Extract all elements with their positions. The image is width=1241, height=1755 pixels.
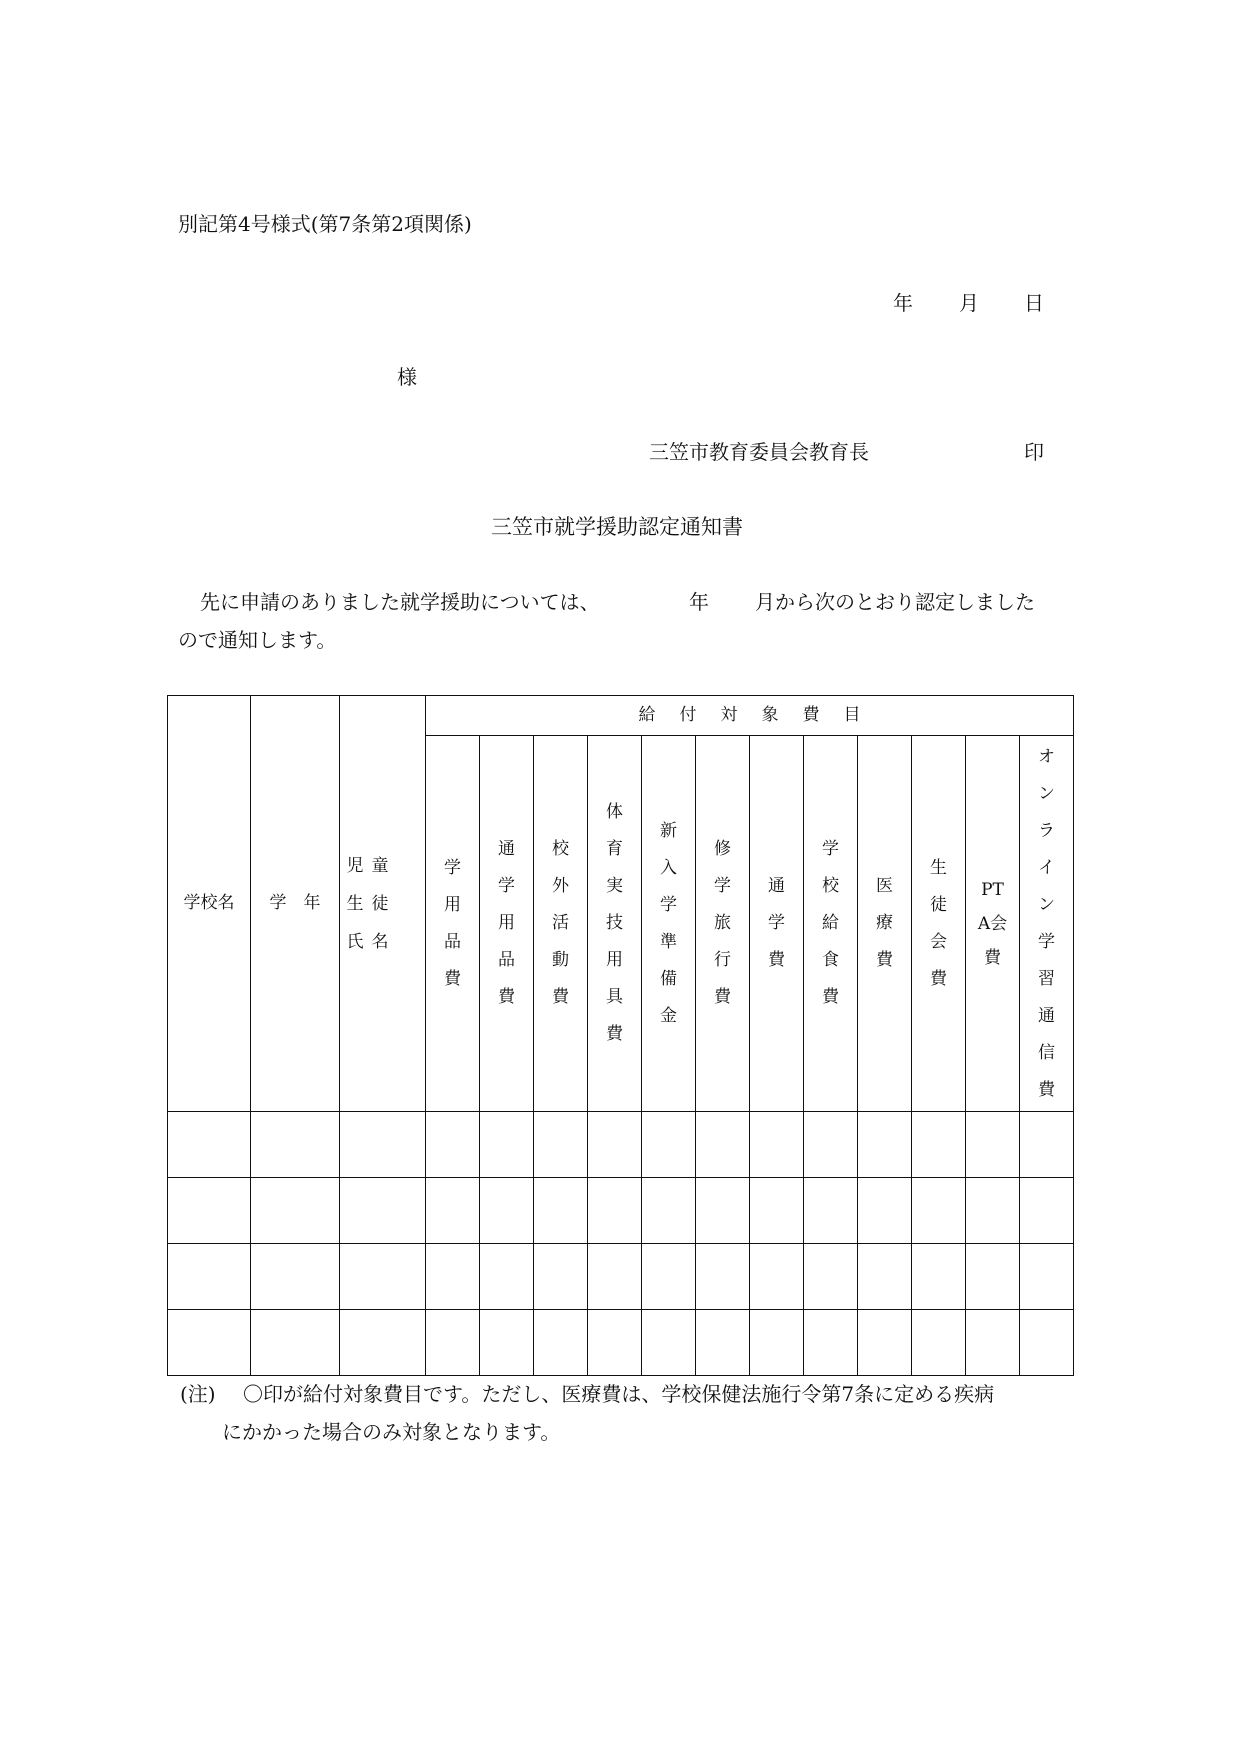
table-cell[interactable]	[426, 1112, 480, 1178]
item-header-label: 通学費	[768, 876, 785, 970]
table-cell[interactable]	[696, 1310, 750, 1376]
item-header	[534, 736, 588, 1112]
item-header	[750, 736, 804, 1112]
date-day-label: 日	[1024, 291, 1044, 315]
table-cell[interactable]	[588, 1112, 642, 1178]
item-header-label: 修学旅行費	[714, 839, 731, 1007]
table-cell[interactable]	[1020, 1178, 1074, 1244]
table-cell[interactable]	[966, 1178, 1020, 1244]
item-header	[912, 736, 966, 1112]
table-cell[interactable]	[804, 1112, 858, 1178]
grade-header: 学 年	[251, 696, 340, 1112]
table-row	[168, 1178, 1074, 1244]
item-header	[426, 736, 480, 1112]
item-header-label: 新入学準備金	[660, 820, 677, 1026]
table-cell[interactable]	[966, 1112, 1020, 1178]
table-cell[interactable]	[340, 1310, 426, 1376]
table-row	[168, 1112, 1074, 1178]
table-cell[interactable]	[750, 1244, 804, 1310]
table-cell[interactable]	[912, 1178, 966, 1244]
item-header	[1020, 736, 1074, 1112]
table-cell[interactable]	[251, 1112, 340, 1178]
table-cell[interactable]	[534, 1244, 588, 1310]
table-cell[interactable]	[804, 1244, 858, 1310]
table-cell[interactable]	[426, 1244, 480, 1310]
body-year-word: 年	[689, 590, 709, 614]
table-cell[interactable]	[340, 1244, 426, 1310]
benefit-category-header	[426, 696, 1074, 736]
table-cell[interactable]	[1020, 1112, 1074, 1178]
seal-mark: 印	[1024, 440, 1044, 464]
item-header-label: PTA会費	[977, 879, 1008, 968]
table-cell[interactable]	[534, 1112, 588, 1178]
table-cell[interactable]	[858, 1244, 912, 1310]
table-cell[interactable]	[642, 1310, 696, 1376]
item-header-label: 通学用品費	[498, 839, 515, 1007]
table-cell[interactable]	[696, 1112, 750, 1178]
table-cell[interactable]	[642, 1244, 696, 1310]
table-cell[interactable]	[696, 1178, 750, 1244]
table-cell[interactable]	[251, 1178, 340, 1244]
table-cell[interactable]	[912, 1244, 966, 1310]
item-header	[804, 736, 858, 1112]
table-cell[interactable]	[480, 1112, 534, 1178]
table-cell[interactable]	[696, 1244, 750, 1310]
item-header	[642, 736, 696, 1112]
table-cell[interactable]	[168, 1112, 251, 1178]
benefit-category-title: 給付対象費目	[638, 705, 885, 725]
table-cell[interactable]	[750, 1178, 804, 1244]
item-header	[966, 736, 1020, 1112]
note-label: (注)	[180, 1382, 216, 1406]
date-year-label: 年	[893, 291, 913, 315]
table-cell[interactable]	[966, 1310, 1020, 1376]
student-name-header	[340, 696, 426, 1112]
table-cell[interactable]	[251, 1244, 340, 1310]
table-cell[interactable]	[1020, 1244, 1074, 1310]
table-cell[interactable]	[340, 1178, 426, 1244]
item-header	[480, 736, 534, 1112]
item-header-label: 学用品費	[444, 857, 461, 989]
table-cell[interactable]	[642, 1178, 696, 1244]
table-cell[interactable]	[804, 1178, 858, 1244]
table-cell[interactable]	[588, 1310, 642, 1376]
date-month-label: 月	[959, 291, 979, 315]
item-header-label: 学校給食費	[822, 839, 839, 1007]
item-header-label: オンライン学習通信費	[1038, 746, 1055, 1100]
table-cell[interactable]	[912, 1310, 966, 1376]
table-cell[interactable]	[534, 1178, 588, 1244]
item-header-label: 体育実技用具費	[606, 802, 623, 1044]
item-header-label: 校外活動費	[552, 839, 569, 1007]
table-cell[interactable]	[480, 1310, 534, 1376]
table-cell[interactable]	[642, 1112, 696, 1178]
note-line2: にかかった場合のみ対象となります。	[222, 1420, 561, 1444]
table-cell[interactable]	[168, 1310, 251, 1376]
table-cell[interactable]	[426, 1310, 480, 1376]
table-cell[interactable]	[251, 1310, 340, 1376]
document-title: 三笠市就学援助認定通知書	[491, 515, 743, 539]
item-header	[696, 736, 750, 1112]
table-row	[168, 1310, 1074, 1376]
form-id-label: 別記第4号様式(第7条第2項関係)	[178, 212, 472, 236]
benefit-table	[167, 695, 1074, 1376]
body-line1-part2: 月から次のとおり認定しました	[755, 590, 1035, 614]
table-cell[interactable]	[858, 1112, 912, 1178]
student-name-header-label: 児童生徒氏名	[346, 855, 397, 952]
table-cell[interactable]	[340, 1112, 426, 1178]
table-cell[interactable]	[480, 1178, 534, 1244]
table-cell[interactable]	[858, 1310, 912, 1376]
table-cell[interactable]	[750, 1112, 804, 1178]
body-line2: ので通知します。	[178, 628, 337, 652]
school-name-header: 学校名	[168, 696, 251, 1112]
item-header	[588, 736, 642, 1112]
table-cell[interactable]	[426, 1178, 480, 1244]
table-cell[interactable]	[966, 1244, 1020, 1310]
body-line1-part1: 先に申請のありました就学援助については、	[200, 590, 600, 614]
addressee-honorific: 様	[397, 365, 417, 389]
table-cell[interactable]	[588, 1178, 642, 1244]
item-header-label: 生徒会費	[930, 857, 947, 989]
item-header	[858, 736, 912, 1112]
table-row	[168, 1244, 1074, 1310]
table-cell[interactable]	[588, 1244, 642, 1310]
table-cell[interactable]	[804, 1310, 858, 1376]
table-cell[interactable]	[912, 1112, 966, 1178]
item-header-label: 医療費	[876, 876, 893, 970]
table-cell[interactable]	[168, 1244, 251, 1310]
table-cell[interactable]	[1020, 1310, 1074, 1376]
table-cell[interactable]	[750, 1310, 804, 1376]
table-cell[interactable]	[480, 1244, 534, 1310]
note-line1: 〇印が給付対象費目です。ただし、医療費は、学校保健法施行令第7条に定める疾病	[243, 1382, 995, 1406]
issuer-name: 三笠市教育委員会教育長	[649, 440, 869, 464]
table-cell[interactable]	[168, 1178, 251, 1244]
table-cell[interactable]	[534, 1310, 588, 1376]
table-cell[interactable]	[858, 1178, 912, 1244]
